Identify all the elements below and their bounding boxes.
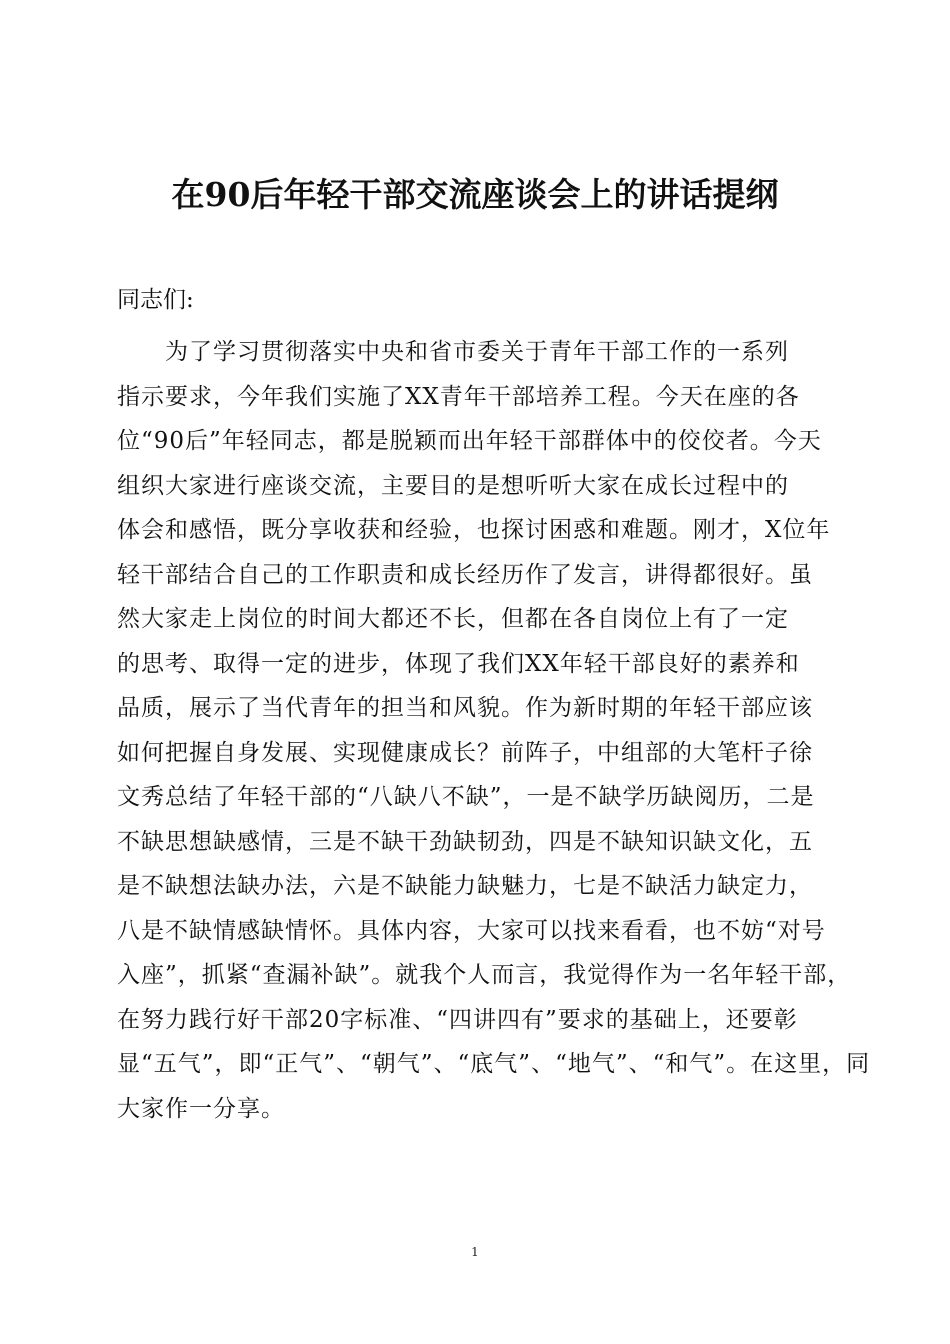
page-number: 1 bbox=[471, 1245, 479, 1259]
paragraph-line: 不缺思想缺感情，三是不缺干劲缺韧劲，四是不缺知识缺文化，五 bbox=[117, 828, 813, 855]
body-paragraph bbox=[117, 330, 871, 1131]
paragraph-line: 八是不缺情感缺情怀。具体内容，大家可以找来看看，也不妨“对号 bbox=[117, 917, 826, 944]
paragraph-line: 是不缺想法缺办法，六是不缺能力缺魅力，七是不缺活力缺定力， bbox=[117, 873, 813, 899]
paragraph-line: 位“90后”年轻同志，都是脱颖而出年轻干部群体中的佼佼者。今天 bbox=[117, 428, 822, 454]
paragraph-line: 大家作一分享。 bbox=[117, 1095, 285, 1122]
document-title: 在90后年轻干部交流座谈会上的讲话提纲 bbox=[171, 175, 779, 214]
paragraph-line: 入座”，抓紧“查漏补缺”。就我个人而言，我觉得作为一名年轻干部， bbox=[117, 962, 852, 988]
paragraph-line: 体会和感悟，既分享收获和经验，也探讨困惑和难题。刚才，X位年 bbox=[117, 517, 831, 543]
paragraph-line: 品质，展示了当代青年的担当和风貌。作为新时期的年轻干部应该 bbox=[117, 695, 813, 721]
paragraph-line: 指示要求，今年我们实施了XX青年干部培养工程。今天在座的各 bbox=[117, 383, 800, 410]
paragraph-line: 组织大家进行座谈交流，主要目的是想听听大家在成长过程中的 bbox=[117, 472, 789, 499]
paragraph-line: 然大家走上岗位的时间大都还不长，但都在各自岗位上有了一定 bbox=[117, 606, 789, 632]
paragraph-line: 文秀总结了年轻干部的“八缺八不缺”，一是不缺学历缺阅历，二是 bbox=[117, 784, 815, 810]
paragraph-line: 轻干部结合自己的工作职责和成长经历作了发言，讲得都很好。虽 bbox=[117, 561, 813, 588]
paragraph-line: 如何把握自身发展、实现健康成长？前阵子，中组部的大笔杆子徐 bbox=[117, 739, 813, 766]
paragraph-line: 在努力践行好干部20字标准、“四讲四有”要求的基础上，还要彰 bbox=[117, 1006, 798, 1033]
paragraph-line: 的思考、取得一定的进步，体现了我们XX年轻干部良好的素养和 bbox=[117, 650, 800, 677]
paragraph-line: 为了学习贯彻落实中央和省市委关于青年干部工作的一系列 bbox=[117, 339, 789, 365]
paragraph-line: 显“五气”，即“正气”、“朝气”、“底气”、“地气”、“和气”。在这里，同 bbox=[117, 1051, 871, 1077]
salutation: 同志们: bbox=[117, 287, 194, 313]
